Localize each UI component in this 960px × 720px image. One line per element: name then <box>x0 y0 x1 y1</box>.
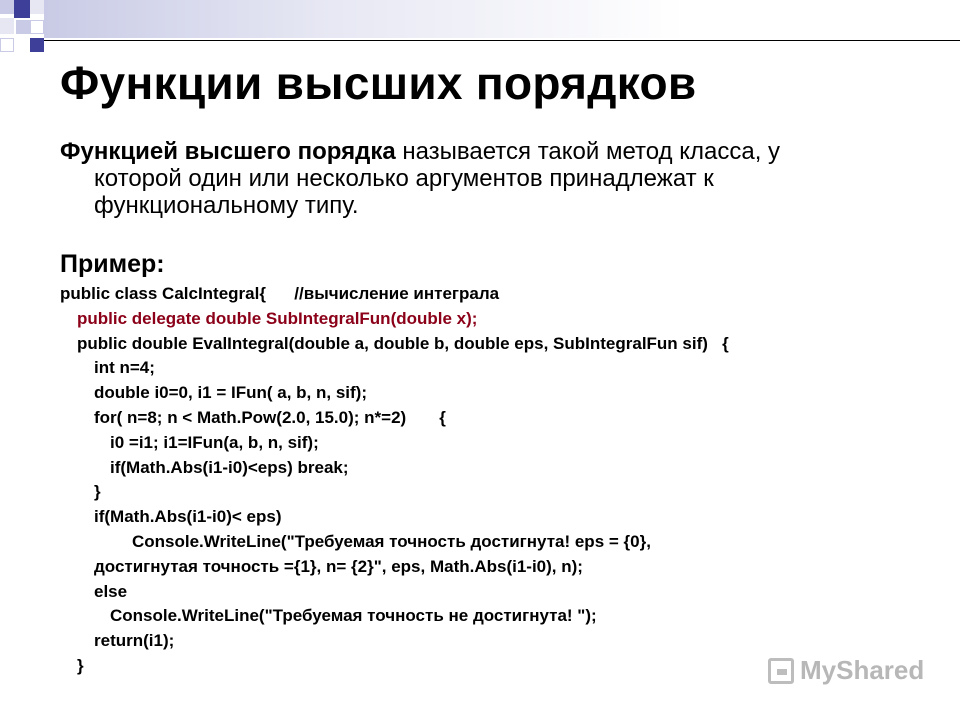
code-line: } <box>77 655 84 675</box>
code-line: достигнутая точность ={1}, n= {2}", eps, Math.Abs(i1-i0), n); <box>94 556 583 576</box>
slide-title: Функции высших порядков <box>60 57 697 109</box>
code-line: } <box>94 482 101 502</box>
decorative-header <box>0 0 960 60</box>
definition-line3: функциональному типу. <box>94 192 359 219</box>
code-line: else <box>94 581 128 601</box>
watermark <box>768 655 924 686</box>
code-line: i0 =i1; i1=IFun(a, b, n, sif); <box>110 432 319 452</box>
code-block <box>60 282 920 679</box>
code-line: Console.WriteLine("Требуемая точность достигнута! eps = {0}, <box>132 531 651 551</box>
header-gradient-bar <box>44 0 960 38</box>
deco-square <box>30 20 44 34</box>
watermark-text: MyShared <box>800 655 925 685</box>
code-line: int n=4; <box>94 358 155 378</box>
deco-square <box>0 0 14 14</box>
code-line: for( n=8; n < Math.Pow(2.0, 15.0); n*=2) { <box>94 407 446 427</box>
definition-paragraph <box>60 138 910 219</box>
deco-square <box>0 38 14 52</box>
code-line: if(Math.Abs(i1-i0)<eps) break; <box>110 457 349 477</box>
deco-square <box>30 38 44 52</box>
code-line: public class CalcIntegral{ //вычисление интеграла <box>60 284 500 303</box>
header-divider <box>44 40 960 41</box>
code-line: public double EvalIntegral(double a, double b, double eps, SubIntegralFun sif) { <box>77 333 729 353</box>
definition-line2: которой один или несколько аргументов принадлежат к <box>94 165 714 192</box>
deco-square <box>30 0 44 14</box>
definition-line1-rest: называется такой метод класса, у <box>395 138 781 165</box>
definition-term: Функцией высшего порядка <box>60 138 396 165</box>
code-line: if(Math.Abs(i1-i0)< eps) <box>94 507 282 527</box>
code-line-delegate: public delegate double SubIntegralFun(double x); <box>77 308 478 328</box>
deco-square <box>14 0 30 18</box>
example-label: Пример: <box>60 250 165 278</box>
deco-square <box>0 18 14 34</box>
code-line: double i0=0, i1 = IFun( a, b, n, sif); <box>94 383 367 403</box>
deco-square <box>16 20 30 34</box>
code-line: return(i1); <box>94 631 175 651</box>
code-line: Console.WriteLine("Требуемая точность не достигнута! "); <box>110 606 597 626</box>
myshared-logo-icon <box>768 658 794 684</box>
